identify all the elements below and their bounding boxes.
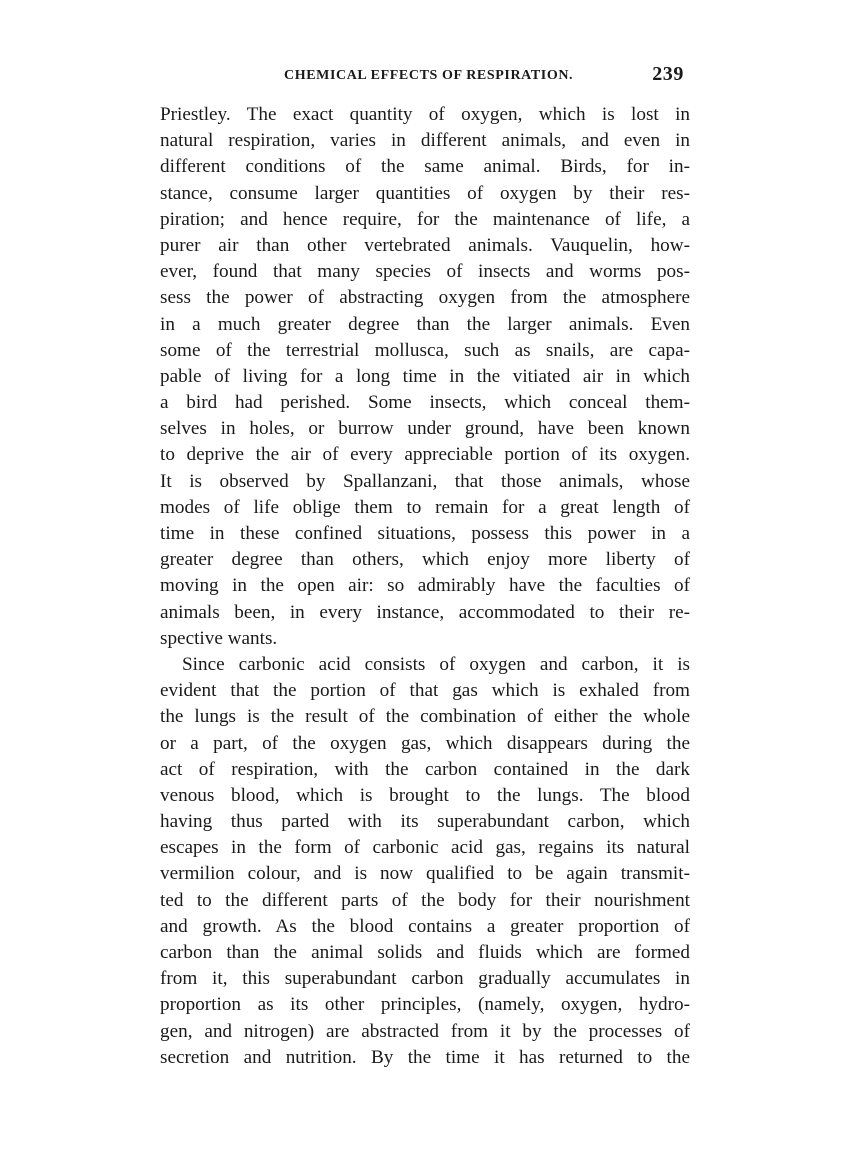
text-line: act of respiration, with the carbon contained in the dark	[160, 758, 690, 780]
text-line: venous blood, which is brought to the lungs. The blood	[160, 784, 690, 806]
text-line: selves in holes, or burrow under ground, have been known	[160, 418, 690, 440]
page-number: 239	[652, 63, 684, 85]
text-line: piration; and hence require, for the maintenance of life, a	[160, 208, 690, 230]
body-text	[160, 102, 690, 1071]
text-line: to deprive the air of every appreciable portion of its oxygen.	[160, 444, 690, 466]
text-line: gen, and nitrogen) are abstracted from it by the processes of	[160, 1020, 690, 1042]
text-line: carbon than the animal solids and fluids which are formed	[160, 942, 690, 963]
text-line: stance, consume larger quantities of oxygen by their res-	[160, 182, 690, 204]
text-line: pable of living for a long time in the vitiated air in which	[160, 365, 690, 387]
text-line: evident that the portion of that gas which is exhaled from	[160, 680, 690, 702]
text-line: a bird had perished. Some insects, which conceal them-	[160, 392, 690, 414]
paragraph-end-line: spective wants.	[160, 627, 278, 649]
text-line: or a part, of the oxygen gas, which disappears during the	[160, 732, 690, 754]
text-line: escapes in the form of carbonic acid gas, regains its natural	[160, 837, 690, 859]
text-line: greater degree than others, which enjoy more liberty of	[160, 549, 690, 571]
text-line: It is observed by Spallanzani, that those animals, whose	[160, 470, 690, 492]
book-page	[160, 62, 690, 1071]
text-line: ted to the different parts of the body for their nourishment	[160, 889, 690, 911]
text-line: vermilion colour, and is now qualified to be again transmit-	[160, 863, 690, 885]
text-line: the lungs is the result of the combination of either the whole	[160, 706, 690, 728]
text-line: time in these confined situations, possess this power in a	[160, 523, 690, 544]
text-line: natural respiration, varies in different animals, and even in	[160, 130, 690, 152]
text-line: moving in the open air: so admirably have the faculties of	[160, 575, 690, 597]
paragraph-start-line: Since carbonic acid consists of oxygen and carbon, it is	[182, 653, 690, 675]
text-line: different conditions of the same animal. Birds, for in-	[160, 156, 690, 178]
text-line: purer air than other vertebrated animals. Vauquelin, how-	[160, 234, 690, 256]
text-line: and growth. As the blood contains a greater proportion of	[160, 915, 690, 937]
text-line: some of the terrestrial mollusca, such as snails, are capa-	[160, 339, 690, 361]
text-line: modes of life oblige them to remain for a great length of	[160, 496, 690, 518]
text-line: sess the power of abstracting oxygen from the atmosphere	[160, 287, 690, 309]
text-line: from it, this superabundant carbon gradually accumulates in	[160, 968, 690, 990]
text-line: ever, found that many species of insects and worms pos-	[160, 261, 690, 283]
text-line: in a much greater degree than the larger animals. Even	[160, 313, 690, 335]
text-line: animals been, in every instance, accommodated to their re-	[160, 601, 690, 623]
running-head	[160, 62, 690, 92]
running-title: CHEMICAL EFFECTS OF RESPIRATION.	[284, 68, 574, 83]
text-line: secretion and nutrition. By the time it has returned to the	[160, 1046, 690, 1068]
text-line: Priestley. The exact quantity of oxygen, which is lost in	[160, 104, 690, 125]
text-line: having thus parted with its superabundant carbon, which	[160, 811, 690, 833]
text-line: proportion as its other principles, (namely, oxygen, hydro-	[160, 994, 690, 1016]
